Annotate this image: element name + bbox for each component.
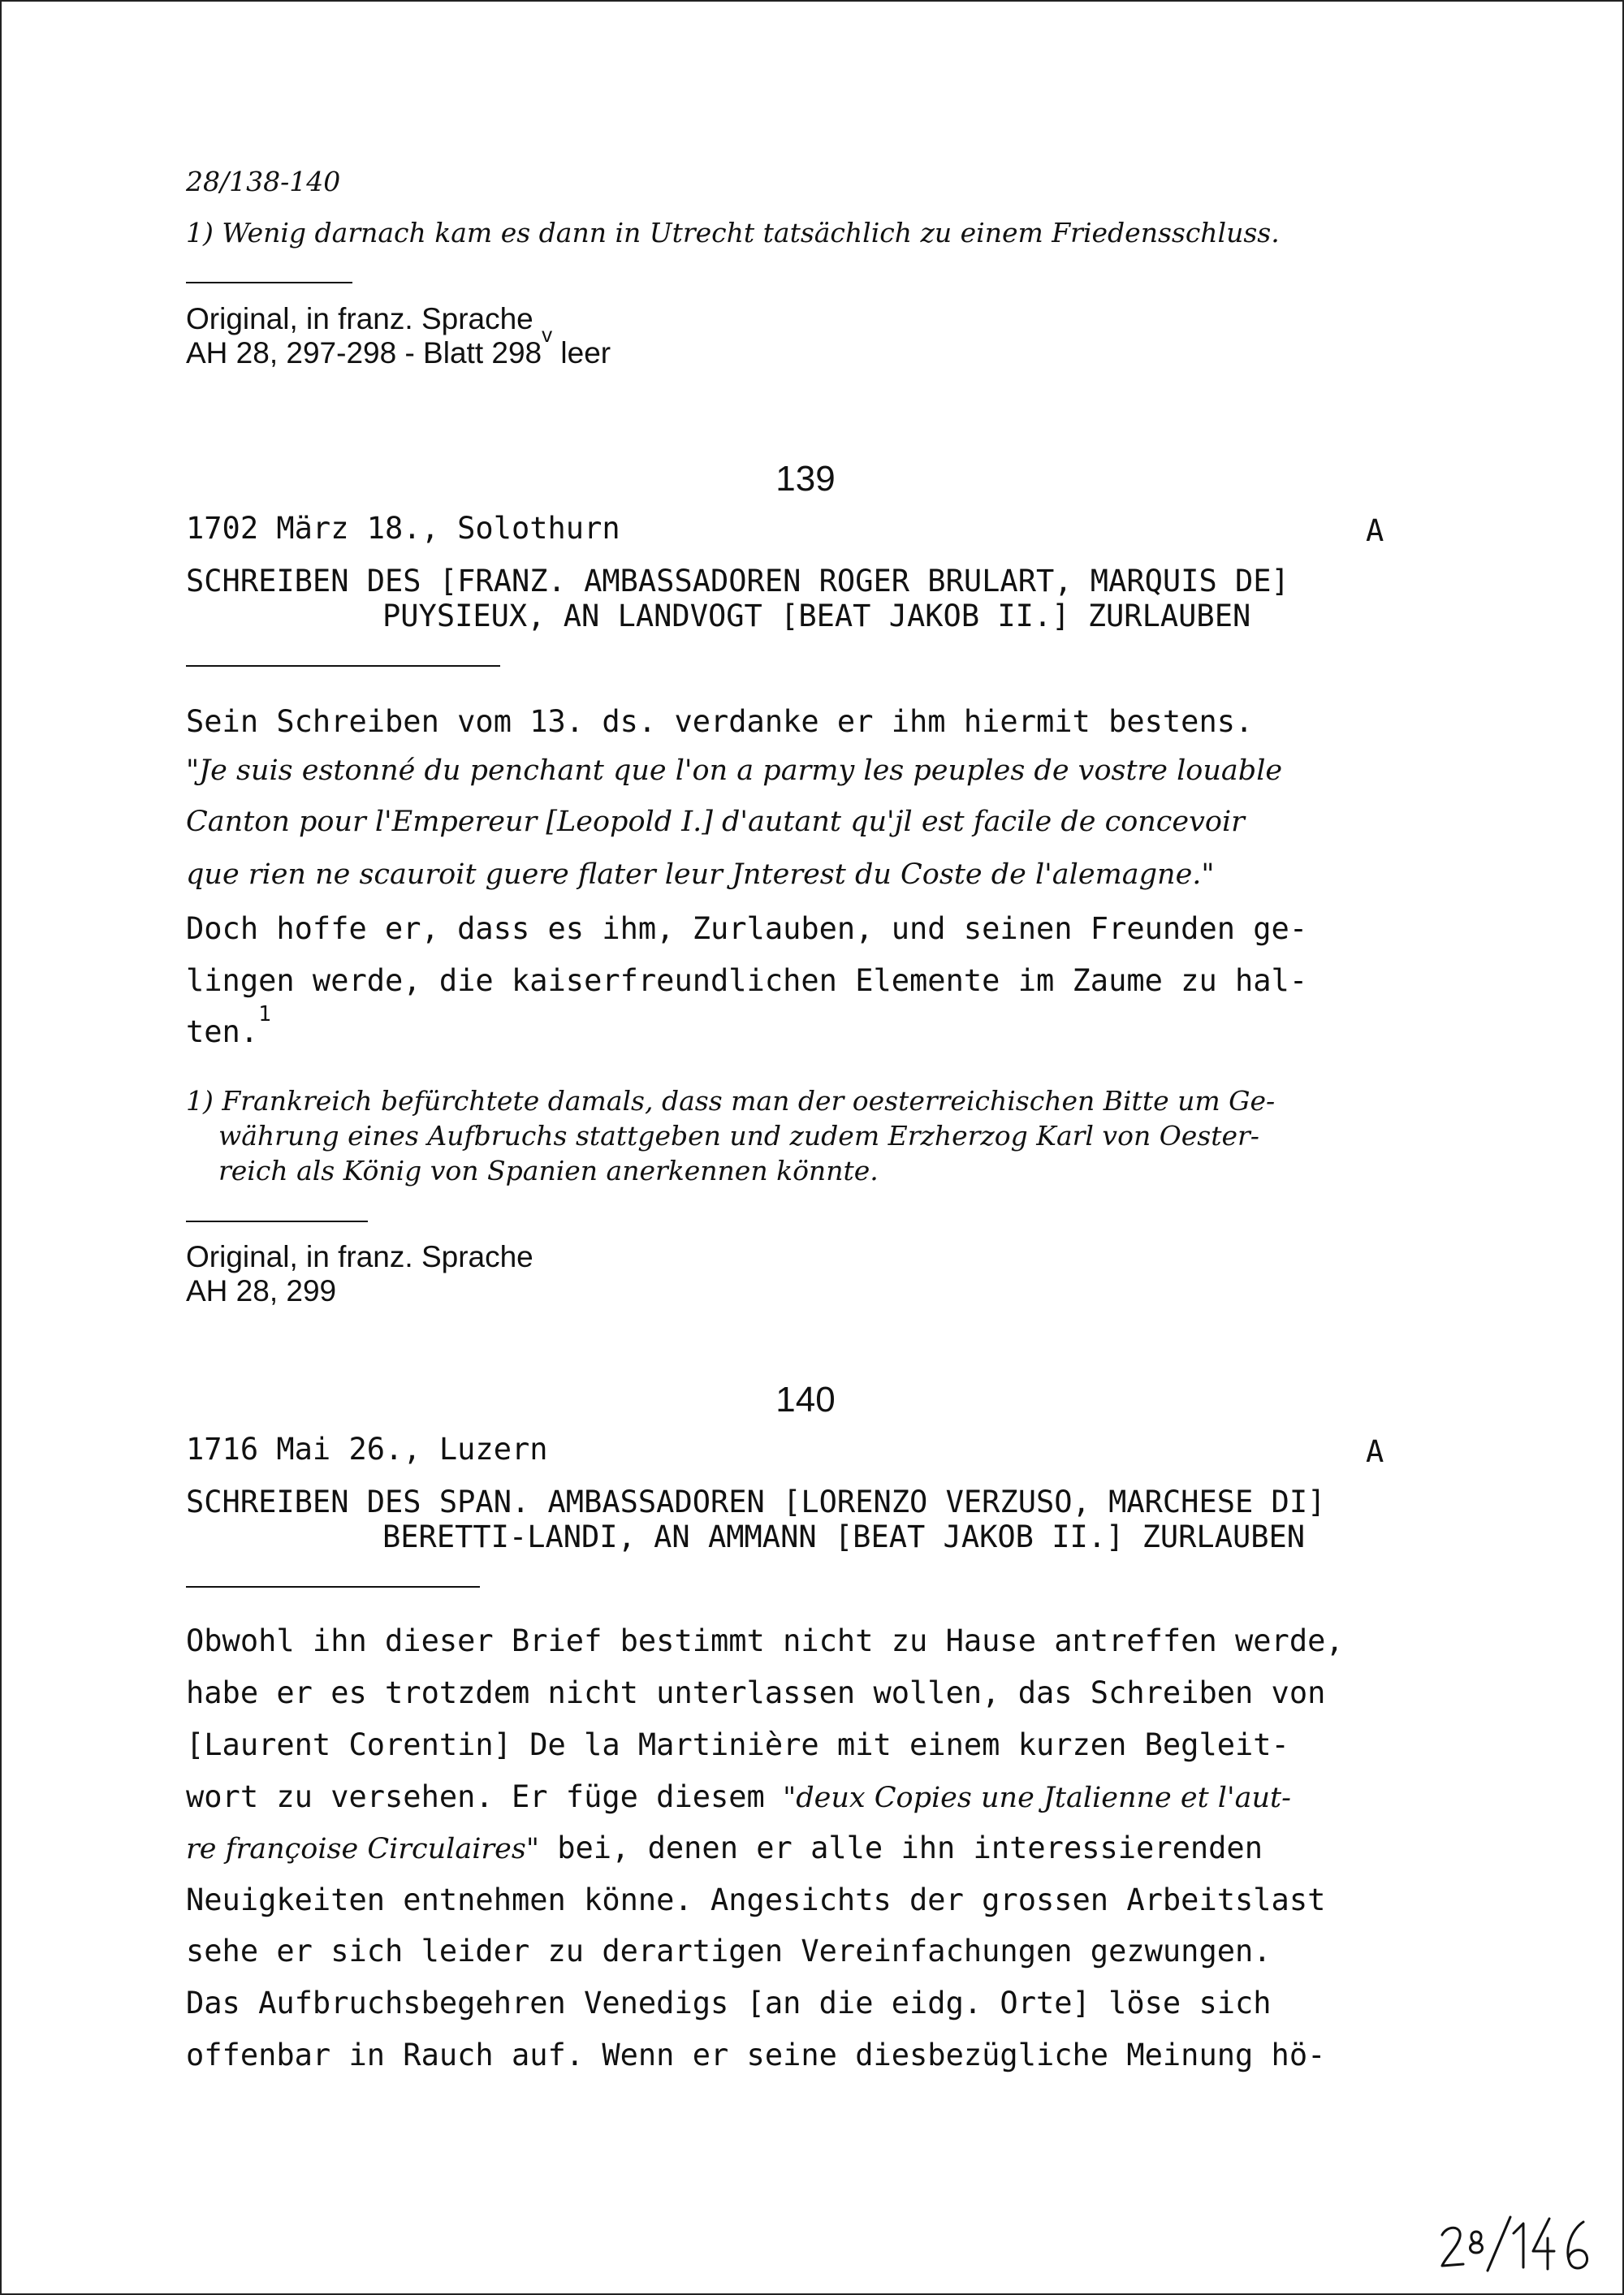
- divider-rule: [186, 1586, 480, 1588]
- body-line: Doch hoffe er, dass es ihm, Zurlauben, und seinen Freunden ge-: [186, 911, 1308, 946]
- document-number-140: 140: [775, 1380, 836, 1420]
- source-reference: [186, 322, 611, 370]
- footnote-line: 1) Frankreich befürchtete damals, dass man der oesterreichischen Bitte um Ge-: [186, 1085, 1276, 1117]
- divider-rule: [186, 282, 352, 283]
- quotation-text: re françoise Circulaires": [186, 1833, 539, 1865]
- handwritten-page-mark: [1436, 2211, 1598, 2276]
- previous-footnote: 1) Wenig darnach kam es dann in Utrecht tatsächlich zu einem Friedensschluss.: [186, 217, 1280, 249]
- body-line: lingen werde, die kaiserfreundlichen Elemente im Zaume zu hal-: [186, 963, 1308, 998]
- footnote-line: währung eines Aufbruchs stattgeben und zudem Erzherzog Karl von Oester-: [218, 1120, 1259, 1152]
- document-marker: A: [1366, 1434, 1384, 1469]
- document-number-139: 139: [775, 459, 836, 499]
- body-line: [186, 1002, 271, 1049]
- body-line: Sein Schreiben vom 13. ds. verdanke er ihm hiermit bestens.: [186, 704, 1254, 739]
- body-line: [186, 1779, 1291, 1814]
- body-line: [186, 1830, 1263, 1865]
- body-line: [Laurent Corentin] De la Martinière mit einem kurzen Begleit-: [186, 1727, 1289, 1762]
- divider-rule: [186, 665, 500, 667]
- quotation-text: "deux Copies une Jtalienne et l'aut-: [783, 1782, 1291, 1814]
- body-line: sehe er sich leider zu derartigen Vereinfachungen gezwungen.: [186, 1934, 1272, 1969]
- document-title: SCHREIBEN DES [FRANZ. AMBASSADOREN ROGER BRULART, MARQUIS DE]: [186, 564, 1289, 599]
- document-title-continued: PUYSIEUX, AN LANDVOGT [BEAT JAKOB II.] ZURLAUBEN: [382, 599, 1251, 633]
- document-marker: A: [1366, 513, 1384, 548]
- source-reference-text: AH 28, 297-298 - Blatt 298: [186, 336, 542, 370]
- quotation-line: que rien ne scauroit guere flater leur Jnterest du Coste de l'alemagne.": [186, 858, 1215, 891]
- body-line-text: bei, denen er alle ihn interessierenden: [538, 1830, 1263, 1865]
- document-date-place: 1716 Mai 26., Luzern: [186, 1432, 548, 1467]
- divider-rule: [186, 1221, 368, 1222]
- body-line: Neuigkeiten entnehmen könne. Angesichts der grossen Arbeitslast: [186, 1882, 1326, 1917]
- body-line-text: wort zu versehen. Er füge diesem: [186, 1779, 784, 1814]
- body-line: Obwohl ihn dieser Brief bestimmt nicht zu Hause antreffen werde,: [186, 1623, 1344, 1658]
- document-title-continued: BERETTI-LANDI, AN AMMANN [BEAT JAKOB II.] ZURLAUBEN: [382, 1519, 1306, 1554]
- document-title: SCHREIBEN DES SPAN. AMBASSADOREN [LORENZO VERZUSO, MARCHESE DI]: [186, 1485, 1326, 1519]
- source-reference-superscript: v: [542, 322, 553, 347]
- source-reference: AH 28, 299: [186, 1274, 337, 1307]
- source-language: Original, in franz. Sprache: [186, 302, 533, 335]
- quotation-line: Canton pour l'Empereur [Leopold I.] d'autant qu'jl est facile de concevoir: [186, 806, 1245, 838]
- body-line: offenbar in Rauch auf. Wenn er seine diesbezügliche Meinung hö-: [186, 2038, 1326, 2072]
- body-line-text: ten.: [186, 1014, 259, 1049]
- source-language: Original, in franz. Sprache: [186, 1240, 533, 1273]
- page-reference: 28/138-140: [186, 166, 341, 197]
- body-line: Das Aufbruchsbegehren Venedigs [an die eidg. Orte] löse sich: [186, 1986, 1272, 2021]
- document-date-place: 1702 März 18., Solothurn: [186, 511, 620, 546]
- footnote-marker: 1: [258, 1002, 271, 1026]
- footnote-line: reich als König von Spanien anerkennen könnte.: [218, 1155, 879, 1186]
- body-line: habe er es trotzdem nicht unterlassen wollen, das Schreiben von: [186, 1675, 1326, 1710]
- quotation-line: "Je suis estonné du penchant que l'on a parmy les peuples de vostre louable: [186, 754, 1283, 787]
- source-reference-tail: leer: [552, 336, 611, 370]
